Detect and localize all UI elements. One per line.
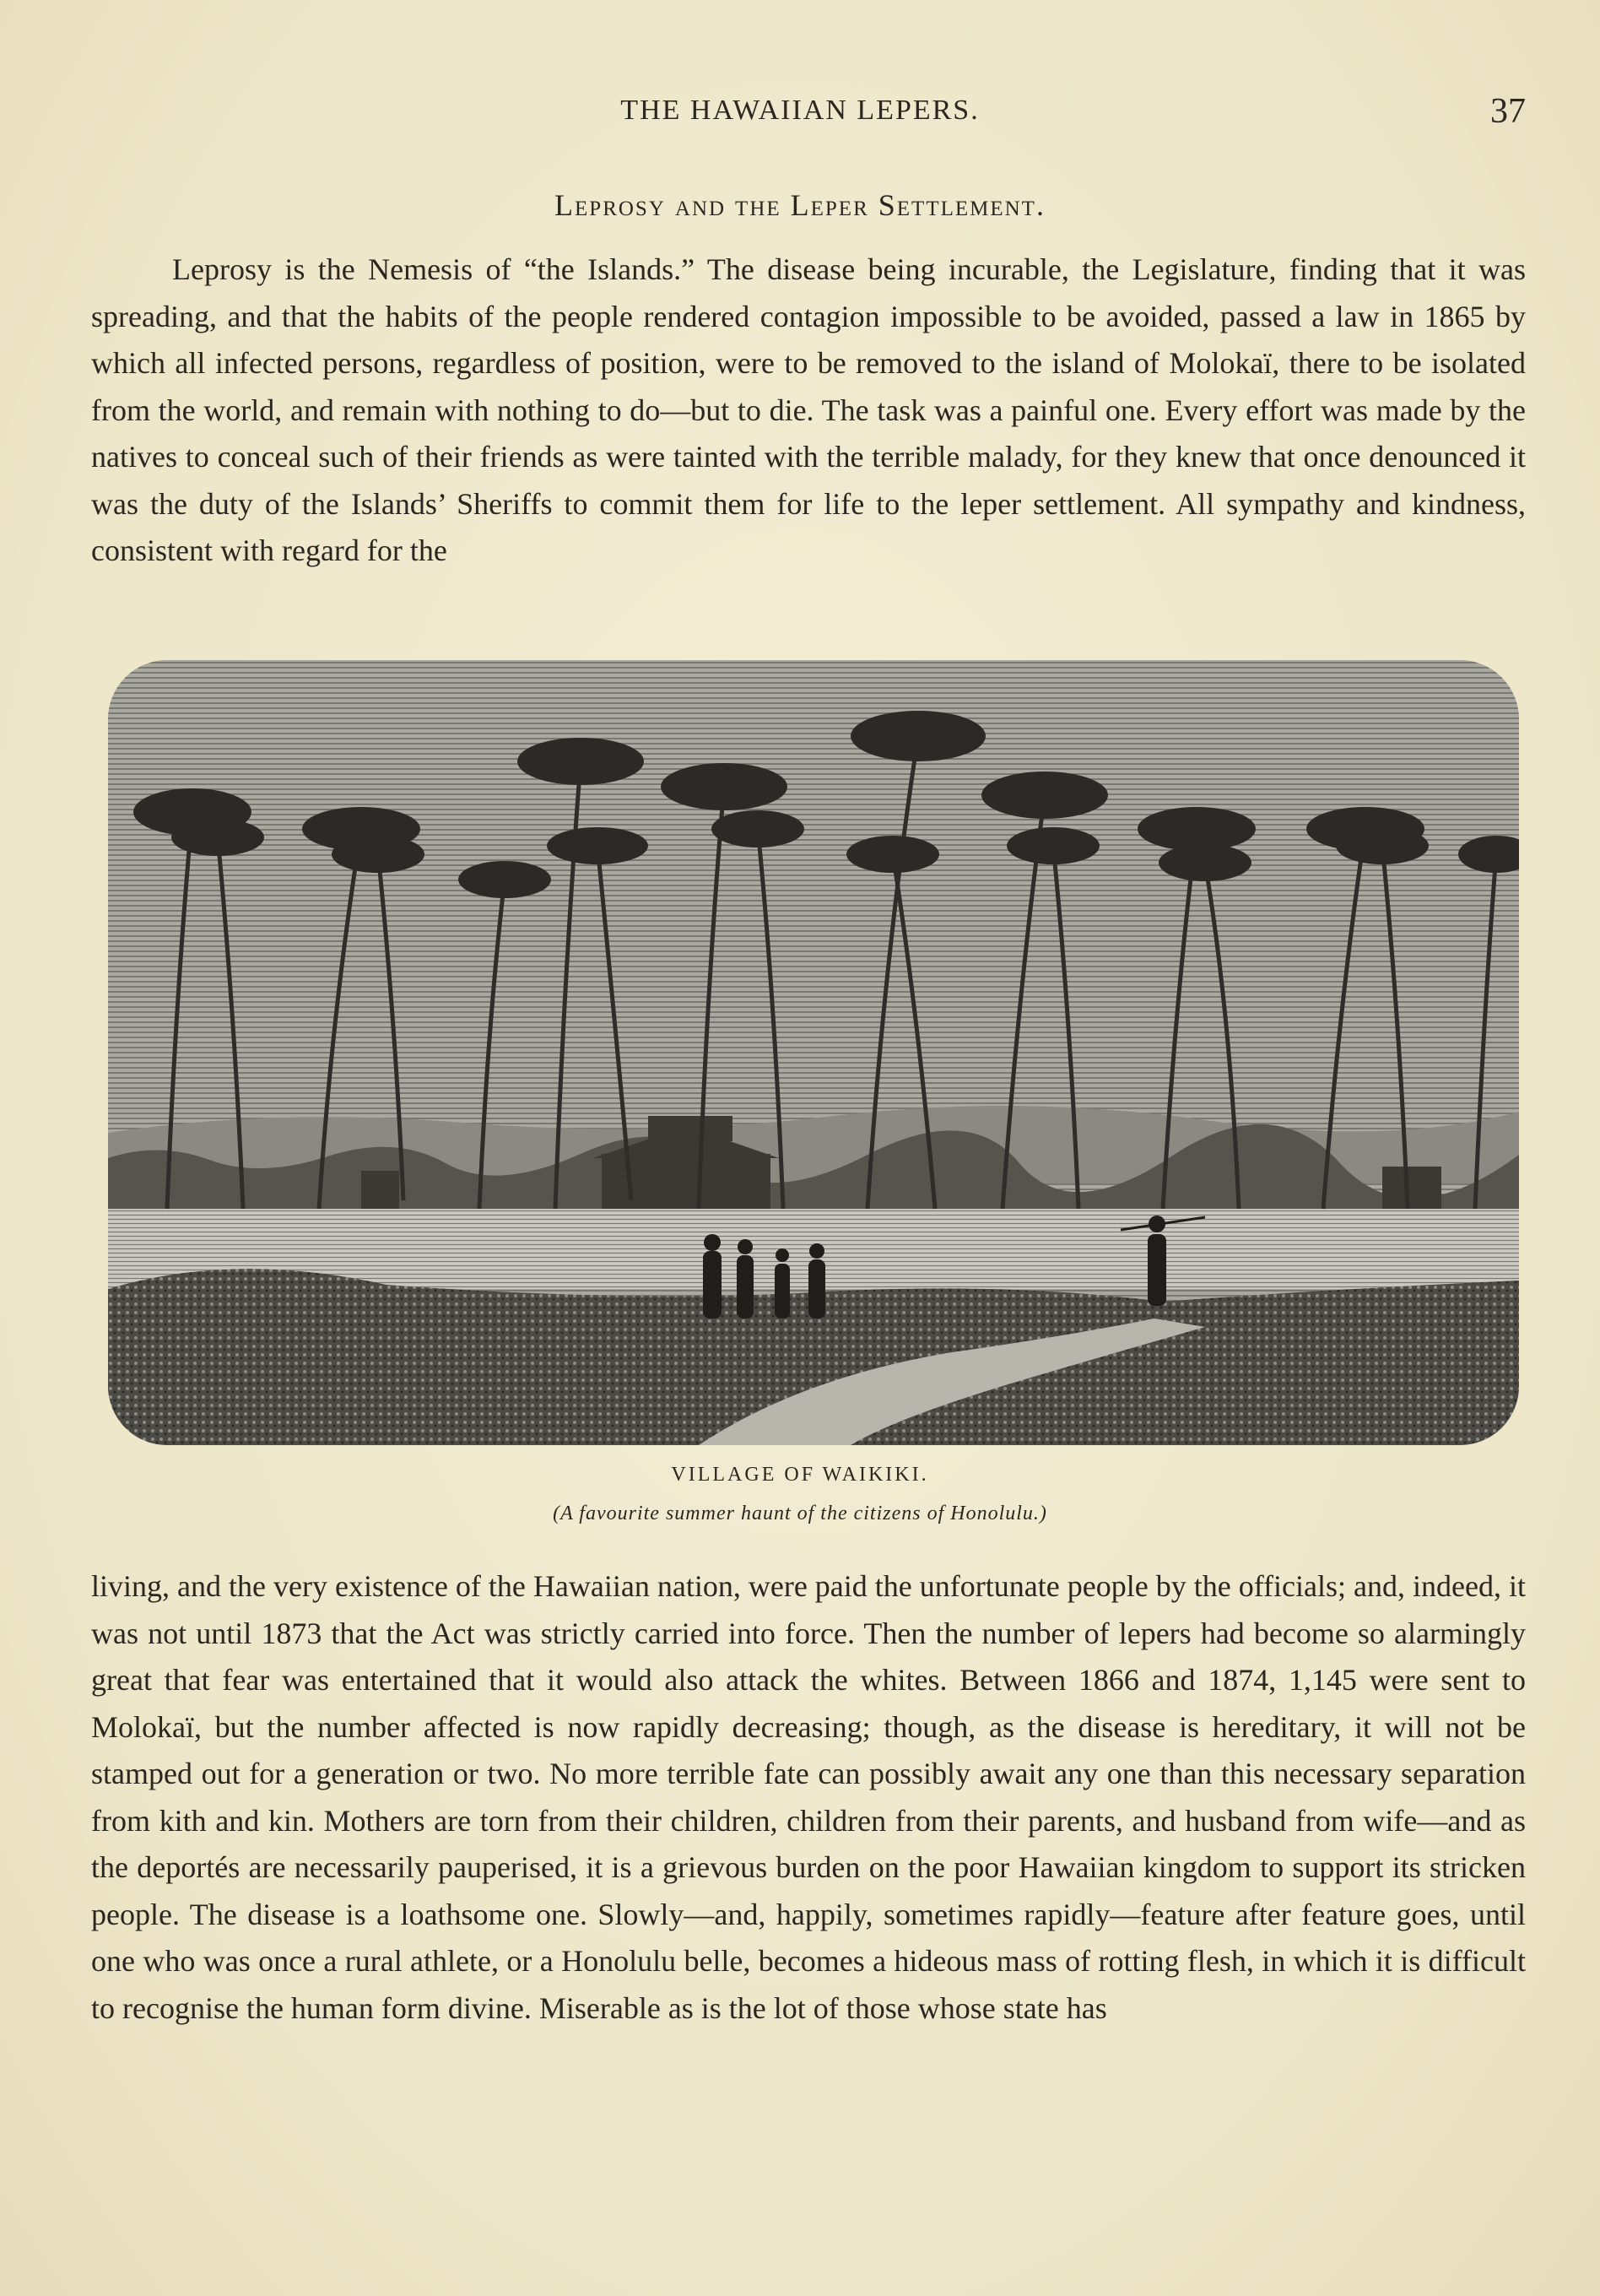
paragraph-leprosy-intro: Leprosy is the Nemesis of “the Islands.” The disease being incurable, the Legislature, finding that it was spreading, and that the habits of the people rendered contagion impossible to be avoided, passed a law in 1865 by which all infected persons, regardless of position, were to be removed to the island of Molokaï, there to be isolated from the world, and remain with nothing to do—but to die. The task was a painful one. Every effort was made by the natives to conceal such of their friends as were tainted with the terrible malady, for they knew that once denounced it was the duty of the Islands’ Sheriffs to commit them for life to the leper settlement. All sympathy and kindness, consistent with regard for the <box>91 252 1526 567</box>
illustration-caption-subtitle: (A favourite summer haunt of the citizens of Honolulu.) <box>553 1503 1047 1524</box>
running-head <box>0 92 1600 145</box>
illustration-caption-title: VILLAGE OF WAIKIKI. <box>671 1464 929 1486</box>
section-heading: Leprosy and the Leper Settlement. <box>554 188 1046 222</box>
page-number: 37 <box>1490 92 1526 131</box>
engraving-village-of-waikiki <box>108 660 1519 1445</box>
paragraph-leprosy-continued: living, and the very existence of the Hawaiian nation, were paid the unfortunate people by the officials; and, indeed, it was not until 1873 that the Act was strictly carried into force. Then the number of lepers had become so alarmingly great that fear was entertained that it would also attack the whites. Between 1866 and 1874, 1,145 were sent to Molokaï, but the number affected is now rapidly decreasing; though, as the disease is hereditary, it will not be stamped out for a generation or two. No more terrible fate can possibly await any one than this necessary separation from kith and kin. Mothers are torn from their children, children from their parents, and husband from wife—and as the deportés are necessarily pauperised, it is a grievous burden on the poor Hawaiian kingdom to support its stricken people. The disease is a loathsome one. Slowly—and, happily, sometimes rapidly—feature after feature goes, until one who was once a rural athlete, or a Honolulu belle, becomes a hideous mass of rotting flesh, in which it is difficult to recognise the human form divine. Miserable as is the lot of those whose state has <box>91 1569 1526 2025</box>
running-title: THE HAWAIIAN LEPERS. <box>620 95 980 126</box>
